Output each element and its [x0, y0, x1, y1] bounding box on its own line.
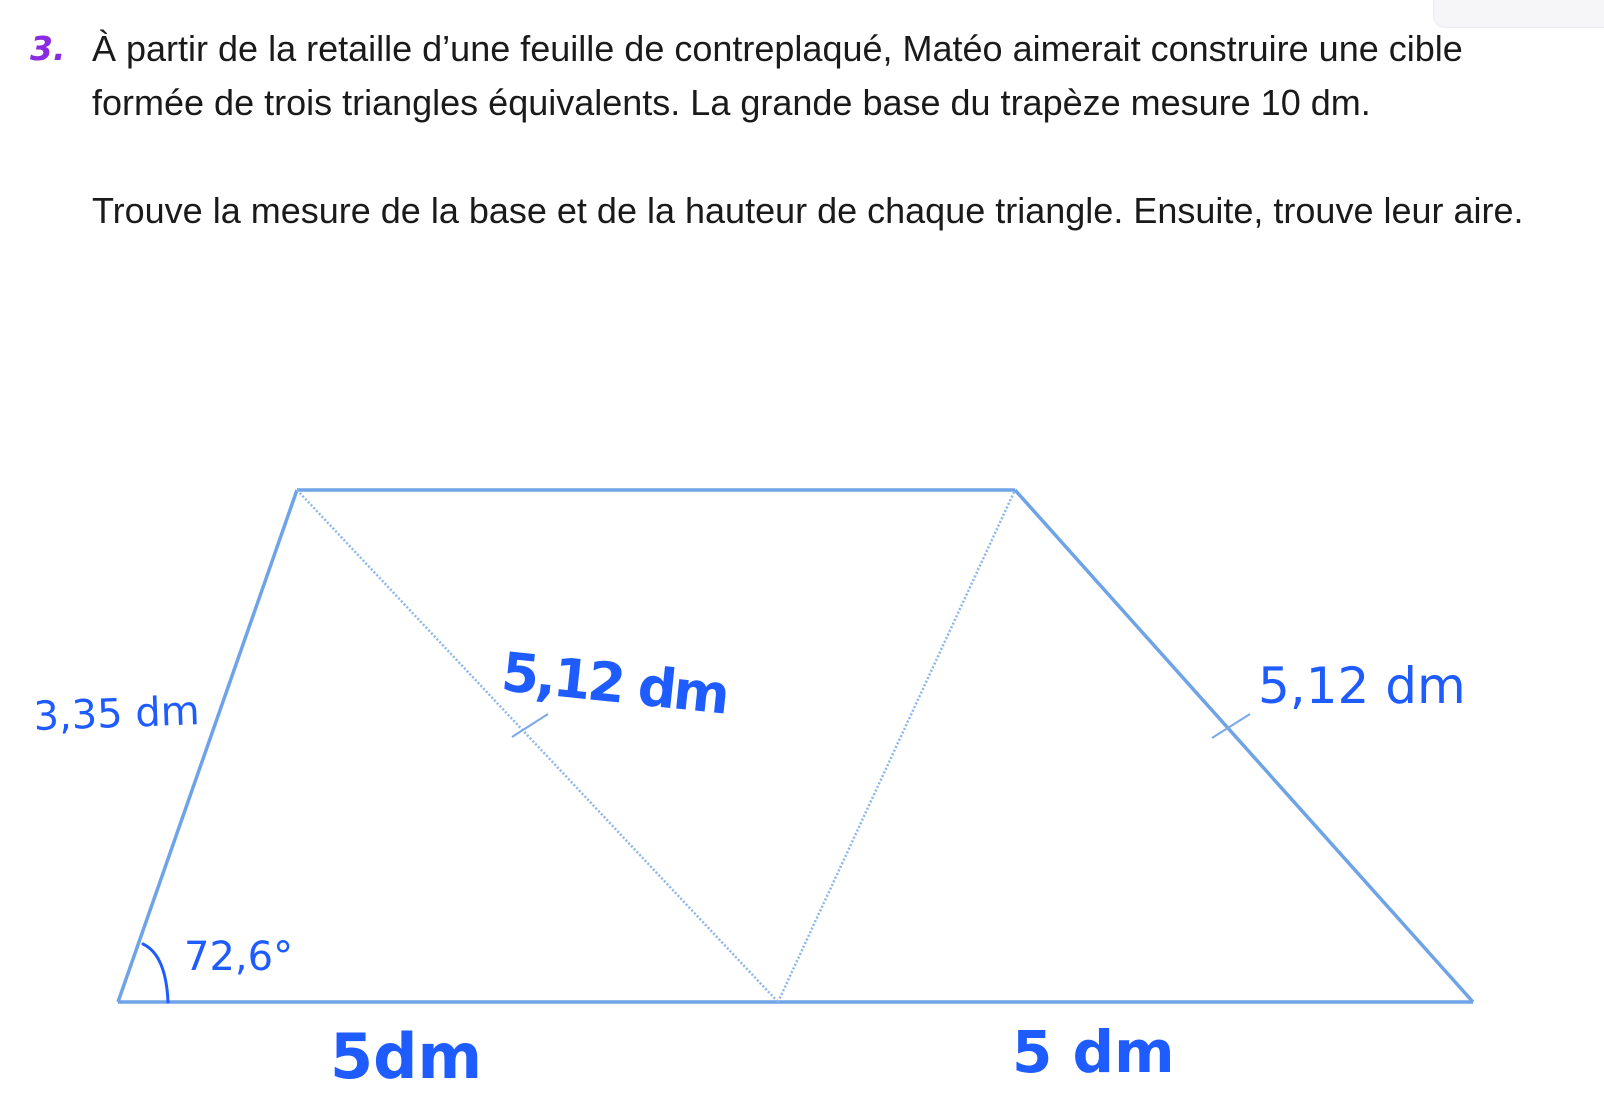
statement-paragraph-2: Trouve la mesure de la base et de la hauteur de chaque triangle. Ensuite, trouve leur aire. — [92, 190, 1524, 231]
diagonal-label: 5,12 dm — [498, 640, 730, 727]
angle-arc — [143, 944, 168, 1002]
diagonal-tick — [512, 714, 548, 737]
left-side — [118, 490, 297, 1002]
right-side-label: 5,12 dm — [1258, 657, 1466, 715]
trapezoid-outline — [118, 490, 1473, 1002]
interior-diagonals — [297, 490, 1015, 1002]
problem-number: 3. — [30, 29, 66, 68]
angle-label: 72,6° — [184, 934, 294, 980]
right-side — [1015, 490, 1473, 1002]
bottom-left-label: 5dm — [330, 1020, 483, 1093]
left-side-label: 3,35 dm — [32, 688, 201, 740]
diagonal-right — [778, 490, 1015, 1002]
diagonal-left — [297, 490, 778, 1002]
tick-marks — [512, 714, 1250, 738]
bottom-right-label: 5 dm — [1012, 1018, 1175, 1086]
statement-paragraph-1: À partir de la retaille d’une feuille de contreplaqué, Matéo aimerait construire une cible formée de trois triangles équivalents. La grande base du trapèze mesure 10 dm. — [92, 28, 1463, 123]
